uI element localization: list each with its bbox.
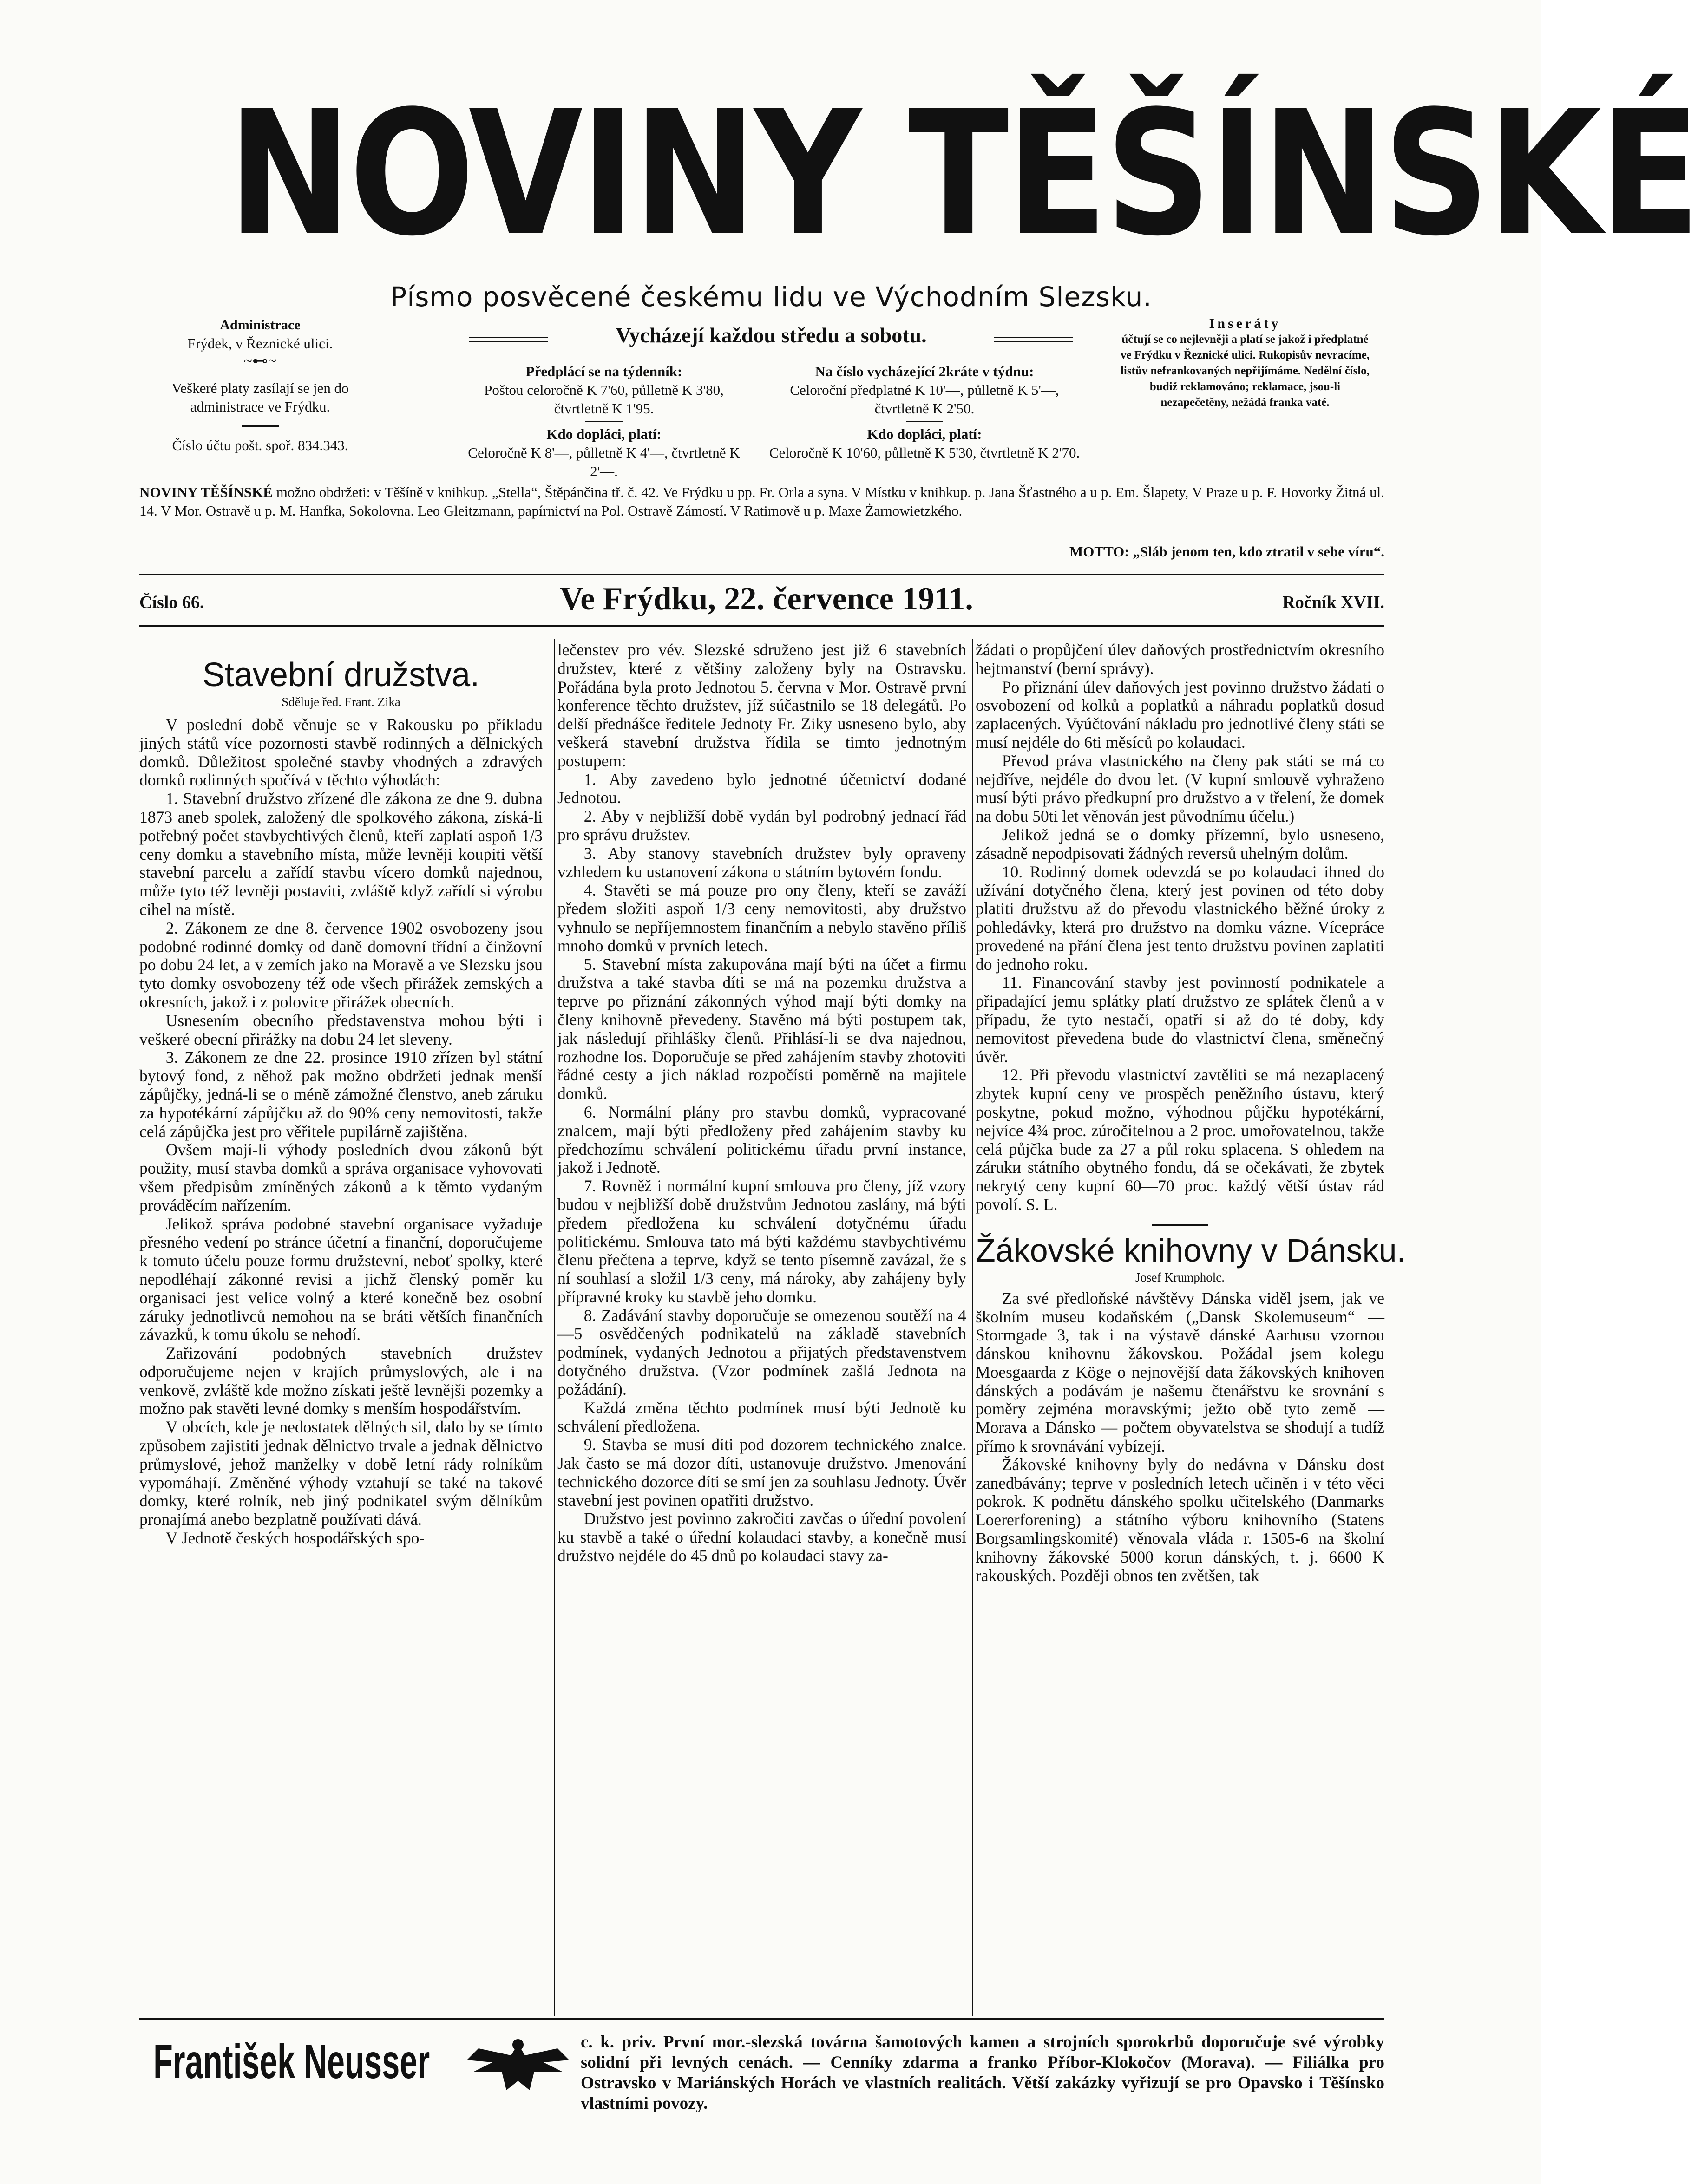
frequency-rule-right — [994, 337, 1073, 342]
biweekly-heading: Na číslo vycházející 2kráte v týdnu: — [815, 363, 1034, 379]
administration-box — [139, 316, 381, 455]
paragraph: 11. Financování stavby jest povinností podnikatele a připadající jemu splátky platí družstvo ze splátek členů a v případu, že tyto nestačí, opatří si až do té doby, kdy nemovitost převedena bude do vlastnictví člena, směnečný úvěr. — [976, 973, 1384, 1066]
account-number: Číslo účtu pošt. spoř. 834.343. — [172, 437, 348, 453]
article-body — [976, 1289, 1384, 1585]
divider — [906, 421, 943, 422]
eagle-icon — [465, 2034, 571, 2099]
dateline-place-date: Ve Frýdku, 22. července 1911. — [560, 581, 973, 617]
paragraph: Žákovské knihovny byly do nedávna v Dánsku dost zanedbávány; teprve v posledních letech učiněn i v této věci pokrok. K podnětu dánského spolku učitelského (Danmarks Loererforening) a státního výboru knihovního (Statens Borgsamlingskomité) věnovala vláda r. 1505-6 na školní knihovny žákovské 5000 korun dánských, t. j. 6600 K rakouských. Později obnos ten zvětšen, tak — [976, 1455, 1384, 1585]
paragraph: Zařizování podobných stavebních družstev odporučujeme nejen v krajích průmyslových, ale i na venkově, zvláště kde možno získati ještě levnějši pozemky a možno pak stavěti levné domky s menším hospodářstvím. — [139, 1344, 543, 1418]
column-rule — [554, 639, 555, 2016]
weekly-heading: Předplácí se na týdenník: — [525, 363, 682, 379]
article-body — [976, 641, 1384, 1214]
paragraph: Usnesením obecního představenstva mohou býti i veškeré obecní přirážky na dobu 24 let sleveny. — [139, 1011, 543, 1048]
paragraph: V Jednotě českých hospodářských spo- — [165, 1529, 425, 1548]
paragraph: 12. Při převodu vlastnictví zavtěliti se má nezaplacený zbytek kupní ceny ve prospěch peněžního ústavu, který poskytne, pokud možno, výhodnou půjčku hypotékární, nejvíce 4¾ proc. zúročitelnou a 2 proc. umořovatelnou, takže celá půjčka bude za 27 a půl roku splacena. S ohledem na zárukи státního obytného fondu, dá se očekávati, že zbytek nekrytý ceny kupní 60—70 proc. každý větší ústav rád povolí. S. L. — [976, 1066, 1384, 1214]
paragraph: 7. Rovněž i normální kupní smlouva pro členy, jíž vzory budou v nejbližší době družstvům Jednotou zaslány, má býti předem předložena ku schválení dotyčnému úřadu politickému. Smlouva tato má býti každému stavbychtivému členu přečtena a teprve, když se tento písemně zavázal, že s ní souhlasí a složil 1/3 ceny, má nároky, aby zahájeny byly přípravné kroky ku stavbě jeho domku. — [557, 1177, 966, 1306]
weekly-prices — [460, 362, 748, 481]
paragraph: 3. Aby stanovy stavebních družstev byly opraveny vzhledem ku ustanovení zákona o státním bytovém fondu. — [557, 844, 966, 881]
paragraph: 6. Normální plány pro stavbu domků, vypracované znalcem, mají býti předloženy před zahájením stavby ku předchozímu schválení politickému úřadu první instance, jakož i Jednotě. — [557, 1102, 966, 1177]
availability-label: NOVINY TĚŠÍNSKÉ — [139, 484, 273, 500]
paragraph: V poslední době věnuje se v Rakousku po příkladu jiných států více pozornosti stavbě rodinných a dělnických domků. Důležitost společné stavby vhodných a zdravých domků rodinných spočívá v těchto výhodách: — [139, 715, 543, 790]
frequency-text: Vycházejí každou středu a sobotu. — [616, 323, 927, 347]
divider — [242, 425, 279, 427]
paragraph: lečenstev pro vév. Slezské sdruženo jest již 6 stavebních družstev, které z většiny založeny byly na Ostravsku. Pořádána byla proto Jednotou 5. června v Mor. Ostravě první konference těchto družstev, jíž súčastnilo se 18 delegátů. Po delší přednášce ředitele Jednoty Fr. Ziky usneseno bylo, aby veškerá stavební družstva řídila se timto jednotným postupem: — [557, 641, 966, 770]
paragraph: žádati o propůjčení úlev daňových prostřednictvím okresního hejtmanství (berní správy). — [976, 641, 1384, 678]
biweekly-prices — [767, 362, 1082, 462]
paragraph: Ovšem mají-li výhody posledních dvou zákonů být použity, musí stavba domků a správa organisace vyhovovati všem předpisům zmíněných zákonů a k těmto vydaným prováděcím nařízením. — [139, 1140, 543, 1215]
paragraph: Jelikož správa podobné stavební organisace vyžaduje přesného vedení po stránce účetní a finanční, doporučujeme k tomuto účelu pouze formu družstevní, neboť spolky, které nepodléhají zákonné revisi a jichž členský poměr ku organisaci jest velice volný a které konečně bez osobní záruky jednotlivců nemohou na se bráti větších finančních závazků, k tomu úkolu se nehodí. — [139, 1214, 543, 1344]
ornament-icon: ~⊷~ — [243, 353, 277, 370]
frequency-rule-left — [469, 337, 548, 342]
divider — [1152, 1224, 1208, 1226]
paragraph: 3. Zákonem ze dne 22. prosince 1910 zřízen byl státní bytový fond, z něhož pak možno obdržeti jednak menší zápůjčky, jedná-li se o méně zámožné členstvo, aneb záruku za hypotékární zápůjčku až do 90% ceny nemovitosti, takže celá zápůjčka jest pro věřitele pupilárně zajištěna. — [139, 1048, 543, 1141]
advert-rule — [139, 2018, 1384, 2020]
availability-notice — [139, 483, 1384, 520]
paragraph: 2. Aby v nejbližší době vydán byl podrobný jednací řád pro správu družstev. — [557, 807, 966, 844]
article-body — [139, 716, 543, 1548]
column-3 — [976, 641, 1406, 2016]
article-body — [557, 641, 966, 1565]
biweekly-pickup-prices: Celoročně K 10'60, půlletně K 5'30, čtvrtletně K 2'70. — [769, 445, 1080, 461]
administration-address: Frýdek, v Řeznické ulici. — [187, 335, 333, 352]
masthead-title: NOVINY TĚŠÍNSKÉ — [228, 74, 1698, 274]
paragraph: 4. Stavěti se má pouze pro ony členy, kteří se zaváží předem složiti aspoň 1/3 ceny nemovitosti, aby družstvo vyhnulo se nepříjemnostem finančním a nebylo stavěno příliš mnoho domků v prvních letech. — [557, 881, 966, 955]
weekly-pickup-prices: Celoročně K 8'—, půlletně K 4'—, čtvrtletně K 2'—. — [468, 445, 740, 479]
availability-text: možno obdržeti: v Těšíně v knihkup. „Stella“, Štěpánčina tř. č. 42. Ve Frýdku u pp. Fr. Orla a syna. V Místku v knihkup. p. Jana Šťastného a u p. Em. Šlapety, V Praze u p. F. Hovorky Žitná ul. 14. V Mor. Ostravě u p. M. Hanfka, Sokolovna. Leo Gleitzmann, papírnictví na Pol. Ostravě Zámostí. V Ratimově u p. Maxe Żarnowietzkého. — [139, 484, 1385, 519]
ads-text: účtují se co nejlevněji a platí se jakož i předplatné ve Frýdku v Řeznické ulici. Rukopisův nevracíme, listův nefrankovaných nepřijímáme. Nedělní číslo, budiž reklamováno; reklamace, jsou-li nezapečetěny, nežádá franka vaté. — [1120, 333, 1370, 409]
column-2 — [557, 641, 966, 2016]
paragraph: 1. Stavební družstvo zřízené dle zákona ze dne 9. dubna 1873 aneb spolek, založený dle spolkového zákona, získá-li potřebný počet stavbychtivých členů, kteří zaplatí aspoň 1/3 ceny domku a stavebního místa, může levněji koupiti větší stavební parcelu a zařídí stavbu vícero domků najednou, může tyto též levněji postaviti, zvláště když zařídí si výrobu cihel na místě. — [139, 789, 543, 919]
masthead-subtitle: Písmo posvěcené českému lidu ve Východním Slezsku. — [390, 281, 1152, 313]
ads-heading: Inseráty — [1209, 316, 1281, 331]
paragraph: 2. Zákonem ze dne 8. července 1902 osvobozeny jsou podobné rodinné domky od daně domovní třídní a činžovní po dobu 24 let, a v zemích jako na Moravě a ve Slezsku jsou tyto domky osvobozeny též ode všech přirážek zemských a okresních, jakož i z polovice přirážek obecních. — [139, 918, 543, 1011]
paragraph: Každá změna těchto podmínek musí býti Jednotě ku schválení předložena. — [557, 1398, 966, 1436]
column-1 — [139, 655, 543, 2016]
paragraph: Po přiznání úlev daňových jest povinno družstvo žádati o osvobození od kolků a poplatků a náhradu poplatků dosud zaplacených. Vyúčtování nákladu pro jednotlivé členy státi se musí nejdéle do 6ti měsíců po kolaudaci. — [976, 677, 1384, 752]
issue-number: Číslo 66. — [139, 593, 204, 612]
paragraph: Jelikož jedná se o domky přízemní, bylo usneseno, zásadně nepodpisovati žádných reversů uhelným dolům. — [976, 825, 1384, 863]
biweekly-pickup-heading: Kdo dopláci, platí: — [867, 426, 982, 442]
paragraph: Převod práva vlastnického na členy pak státi se má co nejdříve, nejdéle do dvou let. (V kupní smlouvě vyhraženo musí býti právo předkupní pro družstvo a v třelení, že domek na dobu 50ti let věnován jest původnímu účelu.) — [976, 751, 1384, 826]
column-rule — [972, 639, 973, 2016]
article-title: Stavební družstva. — [202, 656, 480, 693]
paragraph: 10. Rodinný domek odevzdá se po kolaudaci ihned do užívání dotyčného člena, který jest povinen od této doby platiti družstvu až do převodu vlastnického běžné úroky z pohledávky, která pro družstvo na domku vázne. Víceprácе provedené na přání člena jest tento družstvu povinen zaplatiti do jednoho roku. — [976, 862, 1384, 974]
paragraph: Za své předloňské návštěvy Dánska viděl jsem, jak ve školním museu kodaňském („Dansk Skolemuseum“ — Stormgade 3, tak i na výstavě dánské Aarhusu vzornou dánskou knihovnu žákovskou. Požádal jsem kolegu Moesgaarda z Köge o nejnovější data žákovských knihoven dánských a podávám je našemu čtenářstvu ke srovnání s poměry zejména moravskými; ježto obě tyto země — Morava a Dánsko — počtem obyvatelstva se shodují a tudíž přímo k srovnávání vybízejí. — [976, 1288, 1384, 1456]
motto: MOTTO: „Sláb jenom ten, kdo ztratil v sebe víru“. — [1069, 543, 1384, 560]
frequency-row — [469, 323, 1073, 351]
advert-text: c. k. priv. První mor.-slezská továrna šamotových kamen a strojních sporokrbů doporučuje své výrobky solidní při levných cenách. — Cenníky zdarma a franko Příbor-Klokočov (Morava). — Filiálka pro Ostravsko v Mariánských Horách ve vlastních realitách. Větší zakázky vyřizují se pro Opavsko i Těšínsko vlastními povozy. — [581, 2033, 1384, 2113]
article-title: Žákovské knihovny v Dánsku. — [976, 1232, 1406, 1269]
paragraph: 5. Stavební místa zakupována mají býti na účet a firmu družstva a také stavba díti se má na pozemku družstva a teprve po přiznání zákonných výhod mají býti domky na členy knihovně převedeny. Stavěno má býti postupem tak, jak následují přihlášky členů. Přihlásí-li se dva najednou, rozhodne los. Doporučuje se před zahájením stavby zhotoviti řádné cesty a jich náklad rozpočísti poměrně na majitele domků. — [557, 955, 966, 1103]
administration-heading: Administrace — [220, 317, 301, 333]
payments-note: Veškeré platy zasílají se jen do administrace ve Frýdku. — [171, 380, 349, 415]
rule-top — [139, 574, 1384, 575]
article-byline: Josef Krumpholc. — [1135, 1270, 1225, 1284]
volume-number: Ročník XVII. — [1282, 593, 1384, 612]
divider — [585, 421, 623, 422]
ads-box — [1115, 316, 1375, 411]
paragraph: 8. Zadávání stavby doporučuje se omezenou soutěží na 4—5 osvědčených podnikatelů na základě stavebních podmínek, vydaných Jednotou a přijatých představenstvem dotyčného družstva. (Vzor podmínek zašlá Jednota na požádání). — [557, 1306, 966, 1399]
rule-bottom — [139, 625, 1384, 627]
article-byline: Sděluje řed. Frant. Zika — [282, 695, 400, 709]
weekly-pickup-heading: Kdo dopláci, platí: — [546, 426, 662, 442]
paragraph: 1. Aby zavedeno bylo jednotné účetnictví dodané Jednotou. — [557, 770, 966, 807]
advert-company-name: František Neusser — [153, 2035, 430, 2089]
paragraph: V obcích, kde je nedostatek dělných sil, dalo by se tímto způsobem zajistiti jednak dělnictvo trvale a jednak dělnictvo průmyslové, jehož manželky v době letní rády rolníkům vypomáhají. Změněné výhody vztahují se také na takové domky, které rolník, neb jiný podnikatel svým dělníkům pronajímá anebo bezplatně používati dává. — [139, 1418, 543, 1529]
weekly-post-prices: Poštou celoročně K 7'60, půlletně K 3'80, čtvrtletně K 1'95. — [484, 382, 724, 417]
paragraph: 9. Stavba se musí díti pod dozorem technického znalce. Jak často se má dozor díti, ustanovuje družstvo. Jmenování technického dozorce díti se smí jen za souhlasu Jednoty. Úvěr stavební jest povinen opatřiti družstvo. — [557, 1435, 966, 1510]
biweekly-yearly-prices: Celoroční předplatné K 10'—, půlletně K 5'—, čtvrtletně K 2'50. — [790, 382, 1059, 417]
paragraph: Družstvo jest povinno zakročiti zavčas o úřední povolení ku stavbě a také o úřední kolaudaci stavby, a konečně musí družstvo nejdéle do 45 dnů po kolaudaci stavy za- — [557, 1509, 966, 1565]
